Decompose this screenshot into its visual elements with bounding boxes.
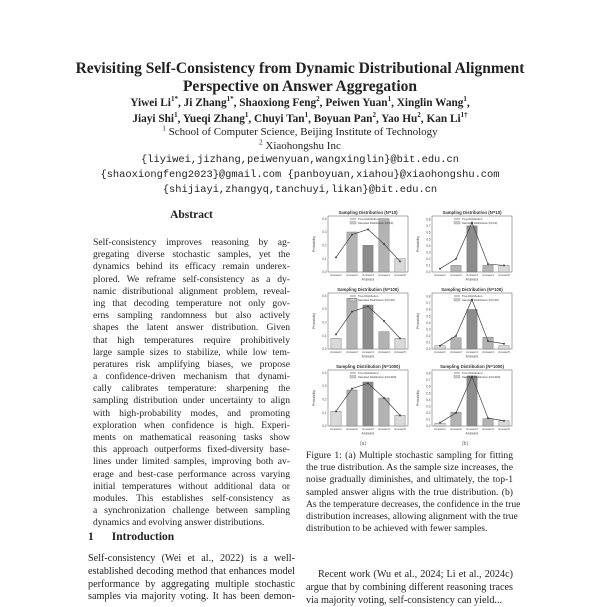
y-tick-label: 0.1 [426,417,431,422]
data-point [439,268,441,270]
bar [331,338,341,349]
x-axis-label: Answers [465,354,479,359]
section-title: Introduction [111,531,175,543]
data-point [455,335,457,337]
text-line: ments on mathematical reasoning tasks show [93,432,290,443]
affiliation-text: School of Computer Science, Beijing Institute of Technology [168,126,438,138]
text-line: cally calibrates temperature: sharpening the [93,383,290,395]
author: Yueqi Zhang$^1$ [182,111,249,125]
author-affiliation-mark: 2 [372,111,376,120]
y-tick-label: 0.0 [426,270,431,275]
bar [467,376,477,426]
chart-panel [414,362,516,442]
data-point [383,320,385,322]
text-line: the true distribution. As the sample size increases, the [306,462,513,474]
text-line: distribution to be achieved with fewer samples. [306,523,488,535]
y-tick-label: 0.3 [322,307,327,312]
x-tick-label: Answer3 [362,427,374,431]
legend-bar-swatch [454,222,460,225]
y-tick-label: 0.5 [426,391,431,396]
data-point [503,264,505,266]
legend-bar-swatch [350,376,356,379]
text-line: erage and best-case performance across varying [93,468,290,480]
legend-label: Sampled Distribution (N=1000) [462,375,501,379]
text-line: sampling distribution under uncertainty to align [93,395,290,407]
data-point [351,234,353,236]
x-tick-label: Answer1 [434,273,446,277]
data-point [383,243,385,245]
text-line: samples via majority voting. It has been demon- [88,591,295,603]
y-axis-label: Probability [416,313,420,329]
x-tick-label: Answer2 [450,427,462,431]
x-axis-label: Answers [361,277,375,282]
data-point [503,420,505,422]
data-point [487,417,489,419]
author-affiliation-mark: 2 [316,95,320,104]
text-line: erns sampling randomness but also actively [93,310,290,322]
y-tick-label: 0.1 [322,410,327,415]
text-line: initial temperatures without additional data or [93,480,290,492]
x-tick-label: Answer3 [362,273,374,277]
text-line: Recent work (Wu et al., 2024; Li et al., 2024c) [318,569,513,580]
data-point [399,337,401,339]
x-tick-label: Answer4 [378,427,390,431]
y-tick-label: 0.3 [322,384,327,389]
y-tick-label: 0.4 [322,293,327,298]
abstract-heading: Abstract [170,209,213,221]
y-tick-label: 0.7 [426,224,431,229]
text-line: sampled answer aligns with the true distribution. (b) [306,486,513,498]
y-axis-label: Probability [312,313,316,329]
figure-1 [310,208,520,448]
bar [347,232,357,272]
bar [395,415,405,426]
y-axis-label: Probability [416,236,420,252]
section-number: 1 [88,531,94,543]
author-affiliation-mark: 1* [170,95,178,104]
legend-label: Sampled Distribution (N=10) [462,221,498,225]
x-tick-label: Answer2 [346,273,358,277]
y-tick-label: 0.8 [426,371,431,376]
y-tick-label: 0.0 [322,347,327,352]
text-line: As the temperature decreases, the confidence in the true [306,498,521,510]
chart-panel [310,362,412,442]
chart-title: Sampling Distribution (N=1000) [336,364,400,369]
bar [379,332,389,349]
x-axis-label: Answers [361,354,375,359]
text-line: distribution increases, allowing alignment with the true [306,510,518,522]
y-tick-label: 0.4 [322,370,327,375]
bar [363,305,373,349]
text-line: Figure 1: (a) Multiple stochastic sampling for fitting [306,450,513,461]
chart-panel [310,208,412,288]
y-tick-label: 0.6 [426,384,431,389]
data-point [487,263,489,265]
y-tick-label: 0.4 [426,320,431,325]
x-tick-label: Answer3 [466,350,478,354]
data-point [503,343,505,345]
data-point [399,414,401,416]
legend-bar-swatch [350,299,356,302]
text-line: performance by aggregating multiple stochastic [88,578,295,590]
y-tick-label: 0.6 [426,307,431,312]
y-tick-label: 0.2 [322,320,327,325]
x-tick-label: Answer5 [394,427,406,431]
bar [363,382,373,426]
subfig-label-a: (a) [360,441,367,447]
legend-label: True Distribution [358,294,379,298]
email: {liyiwei,jizhang,peiwenyuan,wangxinglin}@bit.edu.cn [140,154,459,166]
text-line: via majority voting, self-consistency can yield... [306,594,503,606]
chart-title: Sampling Distribution (N=10) [338,210,398,215]
data-point [351,311,353,313]
intro-body [88,553,295,604]
text-line: noise gradually diminishes, and ultimately, the top-1 [306,474,513,486]
data-point [367,228,369,230]
legend-bar-swatch [454,299,460,302]
section-heading [88,531,174,543]
y-tick-label: 0.1 [322,333,327,338]
x-tick-label: Answer1 [330,427,342,431]
bar [451,412,461,426]
text-line: gregating diverse stochastic samples, yet the [93,249,290,261]
text-line: dynamics and evolving answer distributions. [93,517,265,529]
x-tick-label: Answer3 [466,427,478,431]
chart-panel [414,208,516,288]
x-tick-label: Answer4 [482,273,494,277]
legend-label: True Distribution [462,371,483,375]
y-tick-label: 0.4 [426,397,431,402]
y-tick-label: 0.3 [426,327,431,332]
y-axis-label: Probability [312,390,316,406]
email: {shaoxiongfeng2023}@gmail.com {panboyuan,xiahou}@xiaohongshu.com [100,169,500,181]
data-point [455,412,457,414]
text-line: that high temperatures require prohibitively [93,334,290,346]
text-line: lines under limited samples, improving both av- [93,456,290,468]
author-affiliation-mark: 1 [174,111,178,120]
bar [451,265,461,272]
author: Jiayi Shi$^1$ [132,111,178,125]
text-line: plored. We reframe self-consistency as a dy- [93,273,290,285]
x-tick-label: Answer3 [466,273,478,277]
bar [483,419,493,426]
legend-label: Sampled Distribution (N=10) [358,221,394,225]
legend-label: Sampled Distribution (N=100) [462,298,499,302]
x-tick-label: Answer2 [346,350,358,354]
bar [499,346,509,349]
y-tick-label: 0.2 [322,397,327,402]
text-line: large sample sizes to stabilize, while low tem- [93,346,290,358]
text-line: a confidence-driven mechanism that dynami- [93,371,290,383]
author: Shaoxiong Feng$^2$ [239,95,320,109]
y-tick-label: 0.2 [426,334,431,339]
legend-label: True Distribution [358,371,379,375]
x-tick-label: Answer5 [394,273,406,277]
x-tick-label: Answer5 [498,350,510,354]
y-tick-label: 0.6 [426,230,431,235]
data-point [351,388,353,390]
x-tick-label: Answer2 [450,350,462,354]
text-line: a synchronization challenge between sampling [93,505,290,517]
data-point [439,422,441,424]
data-point [439,345,441,347]
author-affiliation-mark: 1 [387,95,392,104]
affiliation [60,125,540,139]
bar [467,309,477,349]
author-affiliation-mark: 1* [226,95,234,104]
email: {shijiayi,zhangyq,tanchuyi,likan}@bit.edu.cn [162,184,438,196]
y-tick-label: 0.1 [322,256,327,261]
y-axis-label: Probability [312,236,316,252]
bar [331,411,341,426]
data-point [399,260,401,262]
author-line: Jiayi Shi$^1$, Yueqi Zhang$^1$, Chuyi Tan$^1$, Boyuan Pan$^2$, Yao Hu$^2$, Kan $Li^{1\dagger}$ [132,111,468,125]
text-line: Self-consistency (Wei et al., 2022) is a well- [88,553,295,564]
bar [347,298,357,349]
x-tick-label: Answer4 [482,427,494,431]
author-affiliation-mark: 2 [417,111,421,120]
affiliation [60,139,540,153]
author-affiliation-mark: 1 [463,95,467,104]
text-line: exploration when confidence is high. Experi- [93,419,290,431]
x-tick-label: Answer1 [330,273,342,277]
y-tick-label: 0.3 [426,404,431,409]
chart-title: Sampling Distribution (N=1000) [440,364,504,369]
affiliation-mark: 2 [259,138,263,147]
legend-bar-swatch [350,222,356,225]
author-affiliation-mark: 1† [460,111,468,120]
author-line: Yiwei $Li^{1*}$, Ji Zhang$^{1*}$, Shaoxiong Feng$^2$, Peiwen Yuan$^1$, Xinglin Wang$^1$, [130,95,470,109]
text-line: with high-probability modes, and promoting [93,407,290,419]
data-point [367,382,369,384]
author-affiliation-mark: 1 [304,111,309,120]
legend-bar-swatch [454,376,460,379]
x-tick-label: Answer1 [434,427,446,431]
x-tick-label: Answer5 [394,350,406,354]
author: Boyuan Pan$^2$ [313,111,376,125]
y-tick-label: 0.7 [426,301,431,306]
data-point [335,333,337,335]
x-tick-label: Answer3 [362,350,374,354]
text-line: dynamics behind its efficacy remain underex- [93,261,290,273]
bar [483,337,493,349]
text-line: ing that decoding temperature not only gov- [93,297,290,309]
x-tick-label: Answer2 [346,427,358,431]
chart-title: Sampling Distribution (N=100) [337,287,399,292]
author: Peiwen Yuan$^1$ [325,95,392,109]
data-point [383,397,385,399]
y-tick-label: 0.4 [426,243,431,248]
chart-title: Sampling Distribution (N=10) [442,210,502,215]
chart-title: Sampling Distribution (N=100) [441,287,503,292]
text-line: modules. This establishes self-consistency as [93,492,290,504]
author: Yiwei $Li^{1*}$ [130,95,178,109]
title-line: Perspective on Answer Aggregation [182,78,418,95]
x-tick-label: Answer5 [498,427,510,431]
body-paragraph [306,569,513,607]
data-point [335,410,337,412]
text-line: Self-consistency improves reasoning by ag- [93,237,290,248]
bar [347,390,357,426]
y-tick-label: 0.0 [426,347,431,352]
x-axis-label: Answers [361,431,375,436]
data-point [455,258,457,260]
subfig-label-b: (b) [462,441,469,447]
legend-label: Sampled Distribution (N=100) [358,298,395,302]
title-line: Revisiting Self-Consistency from Dynamic Distributional Alignment [75,60,525,77]
y-axis-label: Probability [416,390,420,406]
legend-label: True Distribution [462,217,483,221]
y-tick-label: 0.0 [322,424,327,429]
x-tick-label: Answer1 [434,350,446,354]
y-tick-label: 0.3 [322,230,327,235]
chart-panel [310,285,412,365]
author-affiliation-mark: 1 [244,111,249,120]
author-list [60,95,540,127]
text-line: established decoding method that enhances model [88,565,295,577]
bar [395,338,405,349]
text-line: this approach outperforms fixed-diversity base- [93,444,290,456]
author: Yao Hu$^2$ [381,111,421,125]
affiliations [60,125,540,198]
x-tick-label: Answer4 [378,273,390,277]
figure-caption [306,450,521,535]
legend-label: True Distribution [462,294,483,298]
affiliation-mark: 1 [162,124,166,133]
text-line: namic distributional alignment problem, reveal- [93,285,290,297]
text-line: peratures risk amplifying biases, we propose [93,358,290,370]
y-tick-label: 0.0 [426,424,431,429]
data-point [487,340,489,342]
legend-label: True Distribution [358,217,379,221]
author: Chuyi Tan$^1$ [254,111,309,125]
bar [483,265,493,272]
y-tick-label: 0.2 [426,257,431,262]
author: Kan $Li^{1\dagger}$ [426,111,468,125]
y-tick-label: 0.1 [426,340,431,345]
x-tick-label: Answer5 [498,273,510,277]
bar [451,338,461,349]
x-tick-label: Answer1 [330,350,342,354]
bar [363,245,373,272]
bar [435,423,445,426]
x-axis-label: Answers [465,277,479,282]
y-tick-label: 0.2 [322,243,327,248]
affiliation-text: Xiaohongshu Inc [265,140,341,152]
y-tick-label: 0.5 [426,237,431,242]
y-tick-label: 0.8 [426,294,431,299]
author: Xinglin Wang$^1$ [396,95,467,109]
x-tick-label: Answer4 [482,350,494,354]
text-line: argue that by combining different reasoning traces [306,581,513,593]
y-tick-label: 0.8 [426,217,431,222]
author: Ji Zhang$^{1*}$ [183,95,234,109]
abstract-body [93,237,290,530]
y-tick-label: 0.0 [322,270,327,275]
x-tick-label: Answer4 [378,350,390,354]
text-line: shapes the latent answer distribution. Given [93,322,290,334]
legend-label: Sampled Distribution (N=1000) [358,375,397,379]
data-point [367,305,369,307]
bar [379,219,389,272]
y-tick-label: 0.3 [426,250,431,255]
y-tick-label: 0.4 [322,216,327,221]
y-tick-label: 0.5 [426,314,431,319]
paper-title [60,60,540,96]
chart-panel [414,285,516,365]
y-tick-label: 0.1 [426,263,431,268]
x-axis-label: Answers [465,431,479,436]
x-tick-label: Answer2 [450,273,462,277]
y-tick-label: 0.2 [426,411,431,416]
y-tick-label: 0.7 [426,378,431,383]
data-point [335,256,337,258]
